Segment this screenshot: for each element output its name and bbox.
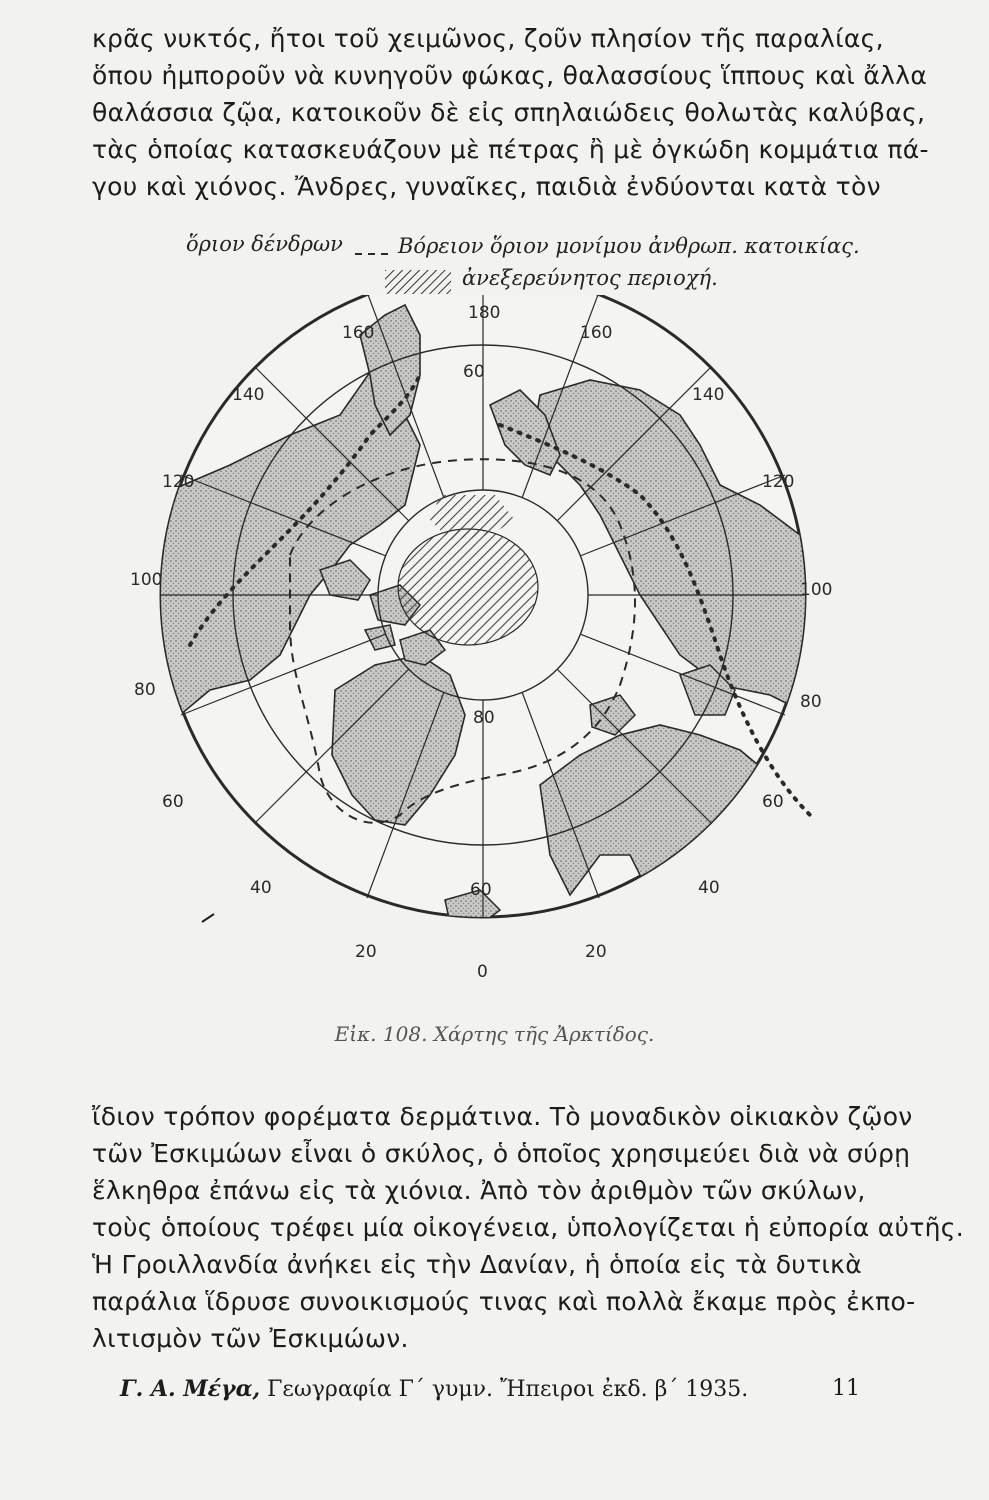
text-line: τὰς ὁποίας κατασκευάζουν μὲ πέτρας ἢ μὲ ὀγκώδη κομμάτια πά-: [92, 135, 929, 164]
legend-tree-limit: ὅριον δένδρων: [186, 232, 343, 256]
page-footer: [120, 1376, 860, 1402]
longitude-label: 20: [355, 942, 377, 962]
footer-title: Γεωγραφία Γ΄ γυμν. Ἤπειροι ἐκδ. β΄ 1935.: [267, 1377, 749, 1402]
text-line: τοὺς ὁποίους τρέφει μία οἰκογένεια, ὑπολογίζεται ἡ εὐπορία αὐτῆς.: [92, 1213, 964, 1242]
map-svg: [120, 295, 840, 995]
footer-source: [120, 1376, 748, 1402]
legend-dash-symbol: [355, 248, 395, 258]
legend-unexplored: ἀνεξερεύνητος περιοχή.: [462, 266, 718, 290]
page-number: 11: [832, 1376, 860, 1401]
arctic-map: [120, 295, 840, 995]
legend-hatch-symbol: [385, 270, 453, 296]
longitude-label: 100: [800, 580, 833, 600]
longitude-label: 120: [162, 472, 195, 492]
text-line: παράλια ἵδρυσε συνοικισμούς τινας καὶ πολλὰ ἔκαμε πρὸς ἐκπο-: [92, 1287, 916, 1316]
longitude-label: 40: [250, 878, 272, 898]
longitude-label: 80: [134, 680, 156, 700]
text-line: ἴδιον τρόπον φορέματα δερμάτινα. Τὸ μοναδικὸν οἰκιακὸν ζῷον: [92, 1102, 913, 1131]
longitude-label: 60: [162, 792, 184, 812]
text-line: τῶν Ἐσκιμώων εἶναι ὁ σκύλος, ὁ ὁποῖος χρησιμεύει διὰ νὰ σύρῃ: [92, 1139, 911, 1168]
text-line: κρᾶς νυκτός, ἤτοι τοῦ χειμῶνος, ζοῦν πλησίον τῆς παραλίας,: [92, 24, 884, 53]
legend-north-limit: Βόρειον ὅριον μονίμου ἀνθρωπ. κατοικίας.: [398, 234, 860, 258]
text-line: λιτισμὸν τῶν Ἐσκιμώων.: [92, 1324, 409, 1353]
longitude-label: 40: [698, 878, 720, 898]
longitude-label: 120: [762, 472, 795, 492]
text-line: γου καὶ χιόνος. Ἄνδρες, γυναῖκες, παιδιὰ ἐνδύονται κατὰ τὸν: [92, 172, 881, 201]
longitude-label: 0: [477, 962, 488, 982]
polar-unexplored-area: [398, 529, 538, 645]
latitude-label: 60: [470, 880, 492, 900]
text-line: ἕλκηθρα ἐπάνω εἰς τὰ χιόνια. Ἀπὸ τὸν ἀριθμὸν τῶν σκύλων,: [92, 1176, 866, 1205]
longitude-label: 180: [468, 303, 501, 323]
longitude-label: 140: [692, 385, 725, 405]
landmass-europe: [540, 725, 840, 935]
stray-mark: [200, 912, 216, 924]
landmass-british-isles: [550, 915, 590, 967]
longitude-label: 160: [342, 323, 375, 343]
paragraph-top: [92, 20, 929, 205]
longitude-label: 60: [762, 792, 784, 812]
longitude-label: 80: [800, 692, 822, 712]
figure-caption: Εἰκ. 108. Χάρτης τῆς Ἀρκτίδος.: [334, 1022, 655, 1046]
latitude-label: 60: [463, 362, 485, 382]
text-line: Ἡ Γροιλλανδία ἀνήκει εἰς τὴν Δανίαν, ἡ ὁποία εἰς τὰ δυτικὰ: [92, 1250, 862, 1279]
footer-author: Γ. Α. Μέγα,: [120, 1376, 261, 1402]
paragraph-bottom: [92, 1098, 964, 1357]
longitude-label: 160: [580, 323, 613, 343]
text-line: θαλάσσια ζῷα, κατοικοῦν δὲ εἰς σπηλαιώδεις θολωτὰς καλύβας,: [92, 98, 926, 127]
longitude-label: 20: [585, 942, 607, 962]
text-line: ὅπου ἠμποροῦν νὰ κυνηγοῦν φώκας, θαλασσίους ἵππους καὶ ἄλλα: [92, 61, 928, 90]
longitude-label: 100: [130, 570, 163, 590]
longitude-label: 140: [232, 385, 265, 405]
latitude-label: 80: [473, 708, 495, 728]
